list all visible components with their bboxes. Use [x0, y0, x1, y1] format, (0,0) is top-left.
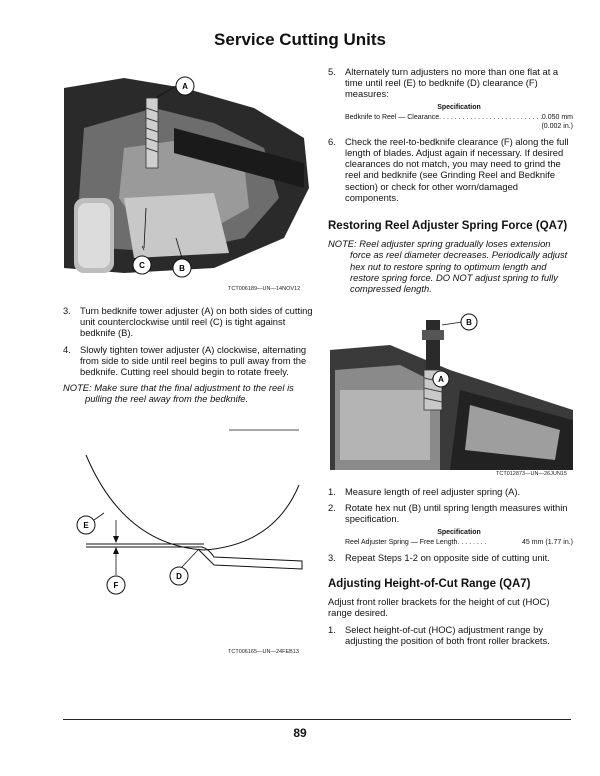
figure-cutting-unit-photo	[64, 68, 314, 290]
page-title: Service Cutting Units	[214, 30, 386, 49]
step-number: 1.	[328, 623, 336, 635]
callout-c-label: C	[139, 261, 145, 270]
spec-label: Bedknife to Reel — Clearance	[345, 113, 440, 121]
note-continuation: force as reel diameter decreases. Periodically adjust hex nut to restore spring to optimum length and restore spring force. DO NOT adjust spring to fully compressed length.	[350, 249, 568, 295]
note-spring-force	[328, 238, 573, 294]
spec-value: 0.050 mm	[541, 113, 573, 121]
spec-row-clearance	[345, 113, 573, 122]
step-text: Measure length of reel adjuster spring (A).	[345, 486, 521, 497]
step-4-tighten-adjuster	[63, 344, 313, 378]
note-first-line: NOTE: Reel adjuster spring gradually loses extension	[328, 238, 551, 250]
right-column-upper	[328, 66, 573, 294]
callout-a-label: A	[182, 82, 188, 91]
section-heading-spring-force: Restoring Reel Adjuster Spring Force (QA7)	[328, 220, 568, 233]
note-first-line: NOTE: Make sure that the final adjustment to the reel is	[63, 382, 294, 394]
step-number: 2.	[328, 502, 336, 514]
step-text: Select height-of-cut (HOC) adjustment range by adjusting the position of both front roller brackets.	[345, 623, 550, 646]
step-text: Slowly tighten tower adjuster (A) clockwise, alternating from side to side until reel begins to pull away from the bedknife. Cutting reel should begin to rotate freely.	[80, 343, 307, 378]
section-heading-height-of-cut: Adjusting Height-of-Cut Range (QA7)	[328, 578, 531, 591]
spec-leader-dots: . . . . . . . .	[457, 538, 487, 546]
figure-2-caption: TCT012873—UN—26JUN15	[496, 471, 567, 477]
step-text: Repeat Steps 1-2 on opposite side of cutting unit.	[345, 551, 550, 563]
step-1-measure-spring	[328, 486, 573, 497]
callout-b-label: B	[179, 264, 185, 273]
right-column-lower	[328, 486, 573, 651]
callout-b-label: B	[466, 318, 472, 327]
section-intro: Adjust front roller brackets for the height of cut (HOC) range desired.	[328, 596, 550, 619]
step-text: Rotate hex nut (B) until spring length measures within specification.	[345, 502, 568, 525]
step-number: 3.	[328, 551, 336, 563]
page-number: 89	[293, 726, 307, 740]
spec-heading: Specification	[437, 103, 481, 111]
figure-3-caption: TCT006165—UN—24FEB13	[228, 649, 299, 655]
callout-d-label: D	[176, 572, 182, 581]
figure-spring-adjuster-photo	[330, 310, 573, 470]
step-3-repeat-steps	[328, 552, 573, 563]
step-6-check-clearance	[328, 136, 573, 203]
step-3-turn-adjuster	[63, 305, 313, 339]
figure-clearance-diagram	[64, 425, 314, 650]
spec-label: Reel Adjuster Spring — Free Length	[345, 538, 458, 546]
step-1-select-hoc	[328, 624, 573, 646]
step-2-rotate-hex-nut	[328, 502, 573, 547]
spec-row-spring-length	[345, 538, 573, 547]
footer-divider	[63, 719, 571, 720]
step-text: Alternately turn adjusters no more than one flat at a time until reel (E) to bedknife (D) clearance (F) measures:	[345, 66, 559, 100]
step-text: Turn bedknife tower adjuster (A) on both sides of cutting unit counterclockwise until reel (C) is tight against bedknife (B).	[80, 305, 313, 339]
step-number: 6.	[328, 135, 336, 147]
left-column	[63, 305, 313, 405]
step-number: 1.	[328, 486, 336, 497]
spec-leader-dots: . . . . . . . . . . . . . . . . . . . . . . . . . . .	[439, 113, 542, 121]
callout-a-label: A	[438, 375, 444, 384]
step-5-alternate-adjusters	[328, 66, 573, 131]
spec-value: 45 mm (1.77 in.)	[522, 538, 573, 546]
callout-f-label: F	[113, 581, 119, 590]
step-number: 4.	[63, 343, 71, 355]
note-continuation: pulling the reel away from the bedknife.	[85, 393, 249, 405]
step-text: Check the reel-to-bedknife clearance (F) along the full length of blades. Adjust again if necessary. If desired clearances do not match, you may need to grind the reel and bedknife (see Grinding Reel and Bedknife section) or check for other worn/damaged components.	[345, 135, 569, 203]
spec-heading: Specification	[437, 528, 481, 536]
spec-alt-value: (0.002 in.)	[541, 122, 573, 130]
figure-1-caption: TCT006189—UN—14NOV12	[228, 286, 301, 292]
note-final-adjustment	[63, 382, 313, 404]
step-number: 3.	[63, 305, 71, 316]
callout-e-label: E	[83, 521, 89, 530]
step-number: 5.	[328, 66, 336, 77]
